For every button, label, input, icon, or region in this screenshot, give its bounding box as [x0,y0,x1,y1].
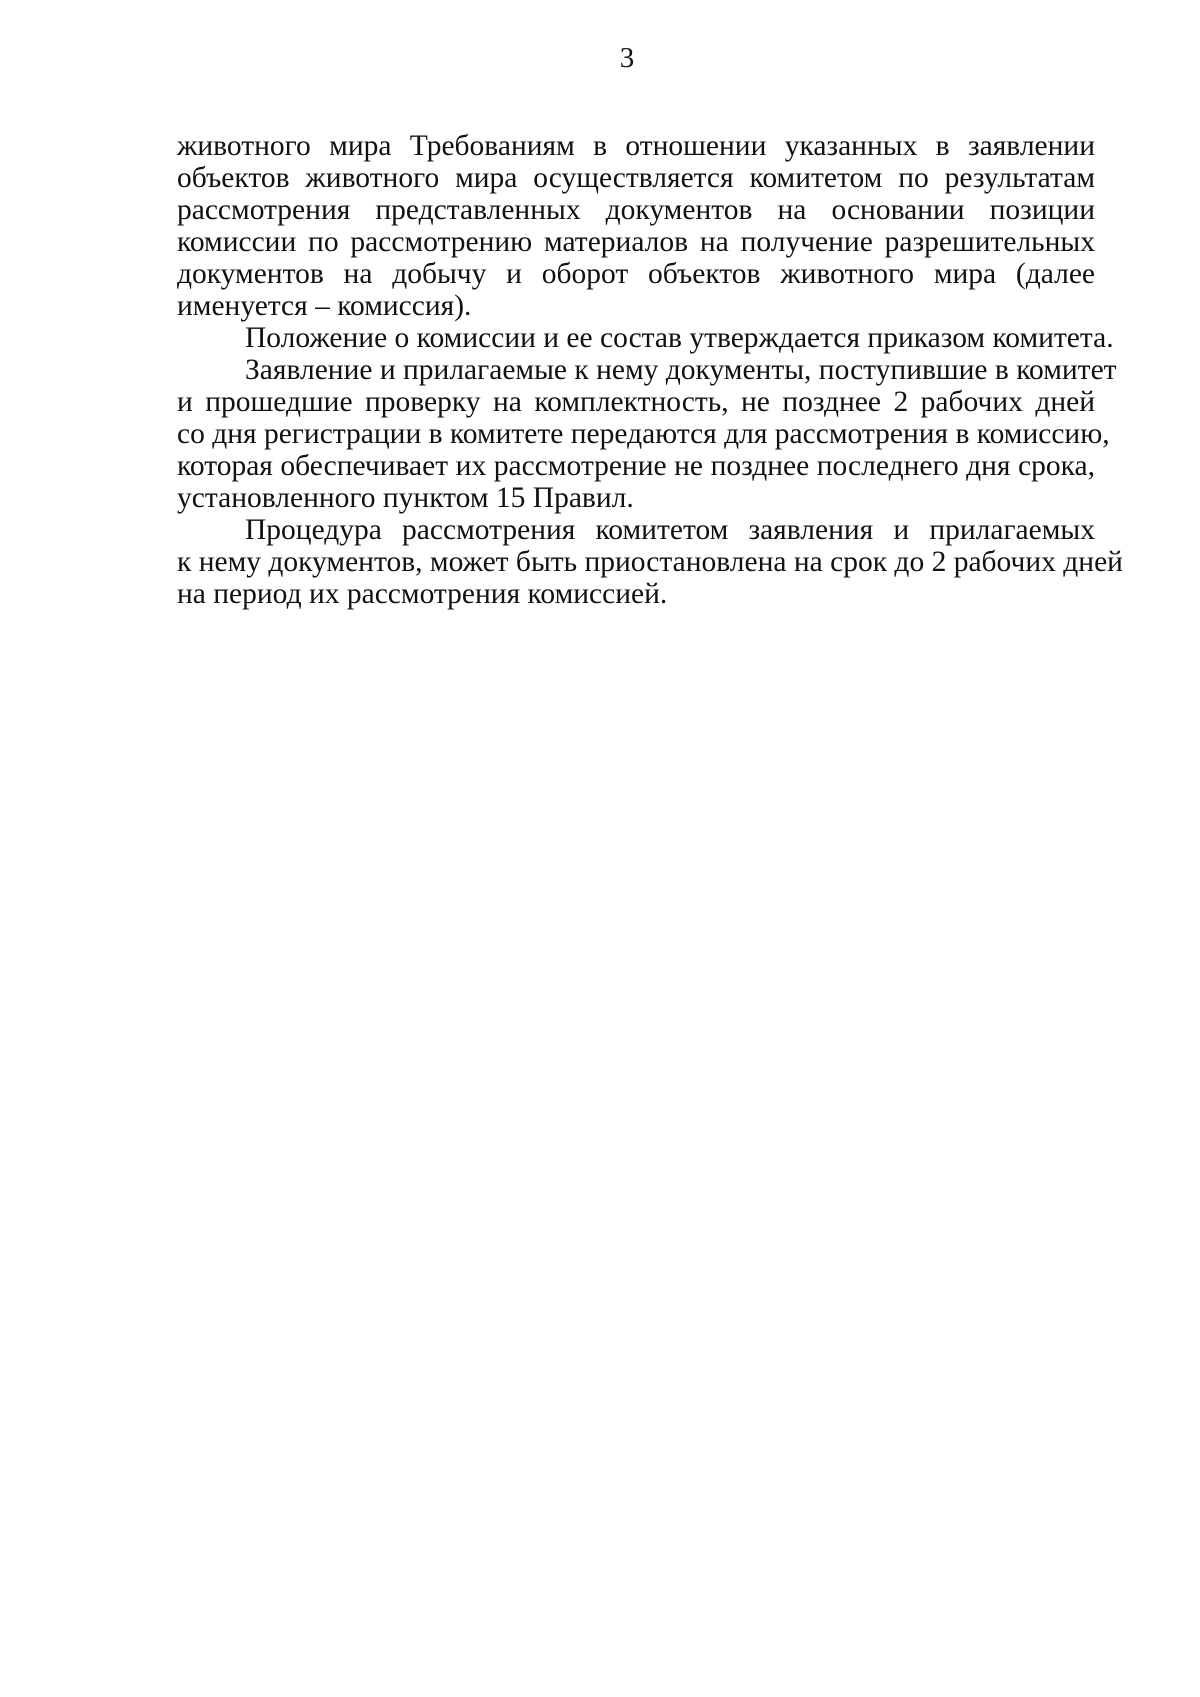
paragraph-line: документов на добычу и оборот объектов животного мира (далее [177,258,1095,290]
paragraph-line: Заявление и прилагаемые к нему документы, поступившие в комитет [245,354,1117,386]
paragraph-3 [177,354,1117,514]
paragraph-line: комиссии по рассмотрению материалов на получение разрешительных [177,226,1095,258]
paragraph-line: и прошедшие проверку на комплектность, не позднее 2 рабочих дней [177,386,1095,418]
paragraph-4 [177,514,1123,610]
paragraph-1 [177,130,1095,322]
paragraph-2 [177,322,1114,354]
paragraph-line: установленного пунктом 15 Правил. [177,482,634,514]
paragraph-line: животного мира Требованиям в отношении указанных в заявлении [177,130,1095,162]
page-number: 3 [619,42,635,74]
paragraph-line: Процедура рассмотрения комитетом заявления и прилагаемых [245,514,1095,546]
paragraph-line: к нему документов, может быть приостановлена на срок до 2 рабочих дней [177,546,1123,578]
paragraph-line: именуется – комиссия). [177,290,472,322]
paragraph-line: объектов животного мира осуществляется комитетом по результатам [177,162,1095,194]
paragraph-line: рассмотрения представленных документов на основании позиции [177,194,1095,226]
paragraph-line: Положение о комиссии и ее состав утверждается приказом комитета. [245,322,1114,354]
document-body [177,130,1123,610]
paragraph-line: со дня регистрации в комитете передаются для рассмотрения в комиссию, [177,418,1110,450]
paragraph-line: на период их рассмотрения комиссией. [177,578,668,610]
paragraph-line: которая обеспечивает их рассмотрение не позднее последнего дня срока, [177,450,1095,482]
